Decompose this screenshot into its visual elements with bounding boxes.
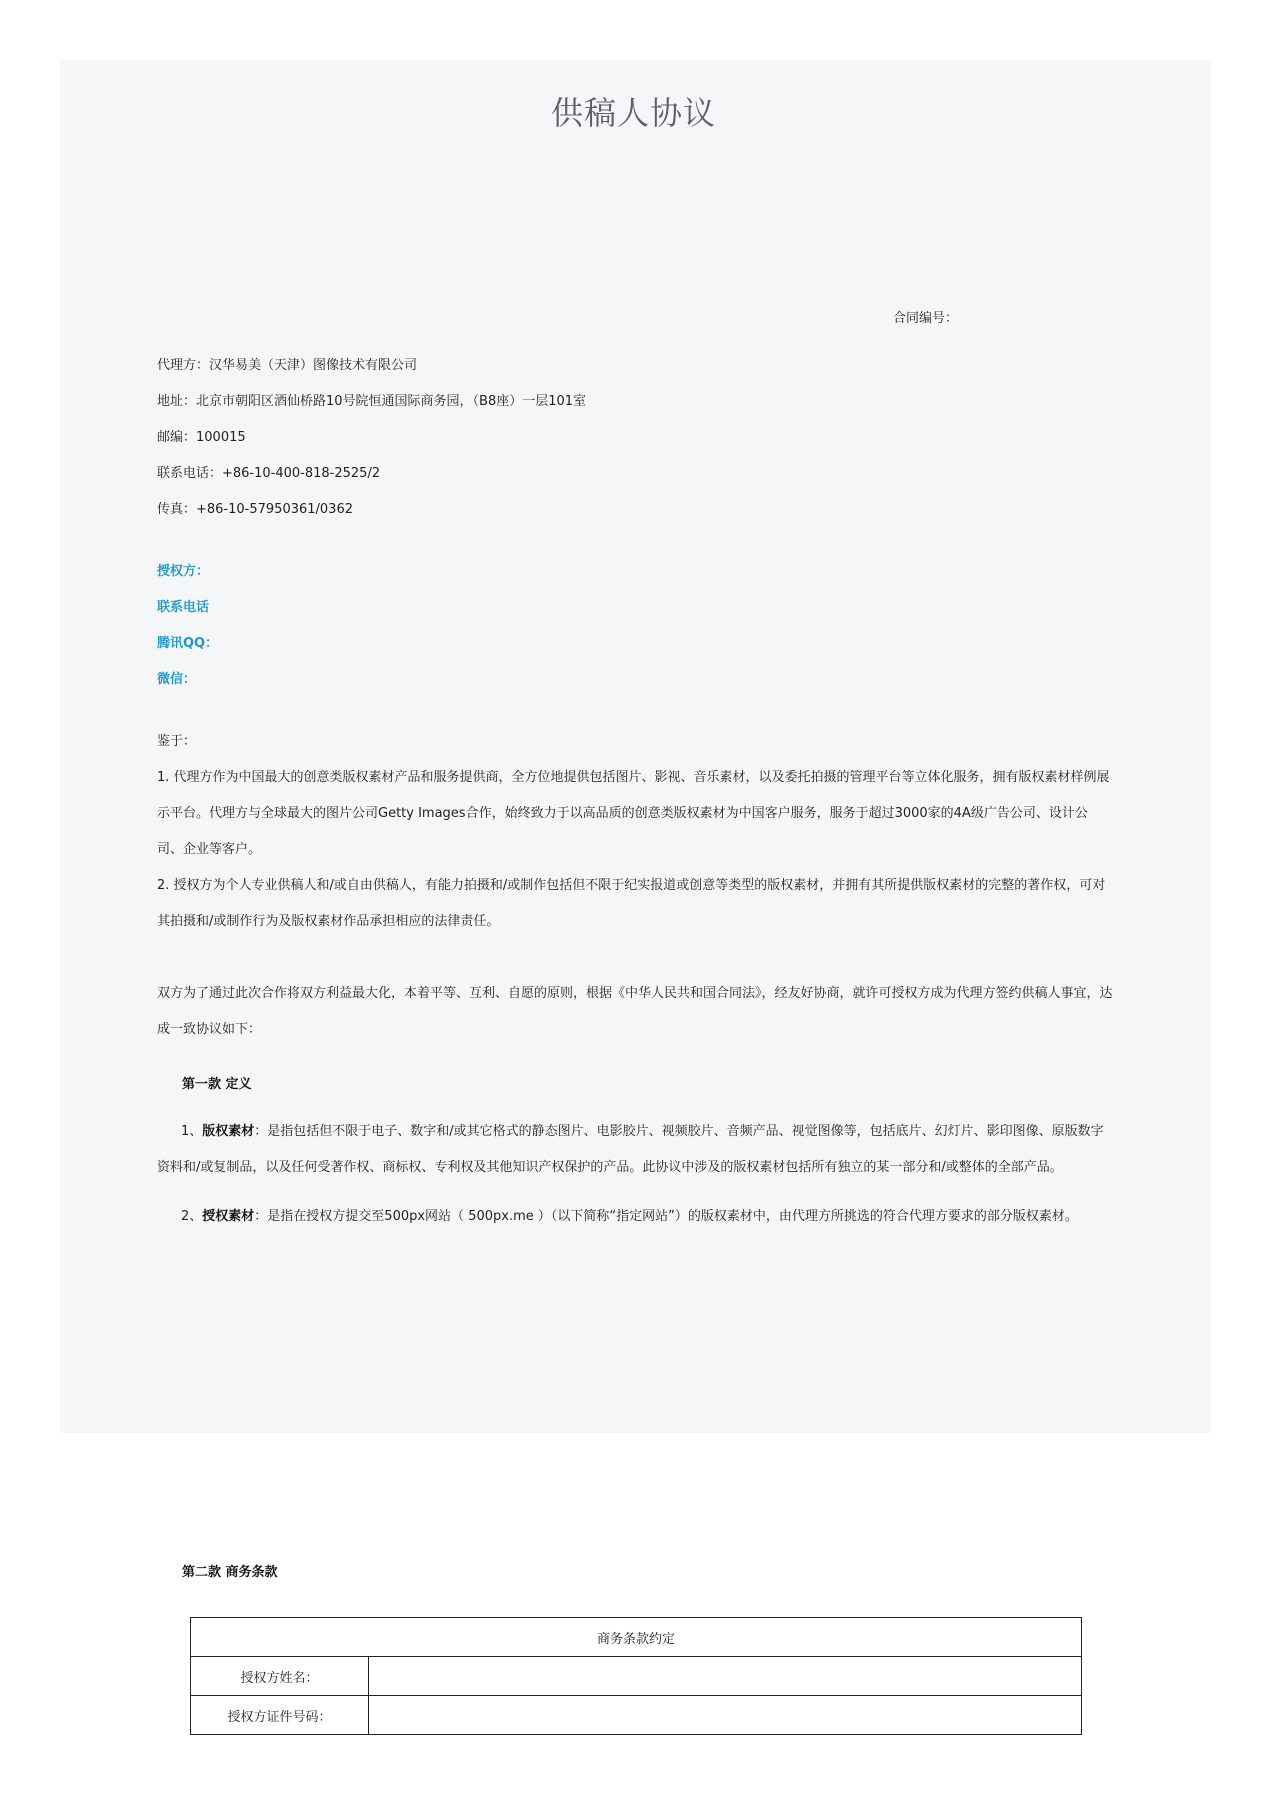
agent-phone: 联系电话：+86-10-400-818-2525/2 (157, 466, 381, 481)
definition-1-number: 1、 (181, 1124, 203, 1139)
licensor-name-cell-label: 授权方姓名： (191, 1657, 369, 1696)
definition-1-term: 版权素材 (202, 1124, 255, 1139)
table-row (191, 1696, 1082, 1735)
business-terms-table (190, 1617, 1082, 1735)
contract-number-label: 合同编号： (893, 311, 959, 326)
section-1-heading: 第一款 定义 (182, 1077, 252, 1092)
definition-2-number: 2、 (181, 1209, 203, 1224)
document-title: 供稿人协议 (550, 94, 716, 132)
agent-address: 地址：北京市朝阳区酒仙桥路10号院恒通国际商务园，（B8座）一层101室 (157, 394, 587, 409)
licensor-wechat-label: 微信： (157, 672, 197, 687)
table-title: 商务条款约定 (191, 1618, 1082, 1657)
licensor-id-cell-label: 授权方证件号码： (191, 1696, 369, 1735)
agent-postcode: 邮编：100015 (157, 430, 246, 445)
agent-fax: 传真：+86-10-57950361/0362 (157, 502, 353, 517)
whereas-item-2: 2. 授权方为个人专业供稿人和/或自由供稿人，有能力拍摄和/或制作包括但不限于纪实报道或创意等类型的版权素材，并拥有其所提供版权素材的完整的著作权，可对其拍摄和/或制作行为及版权素材作品承担相应的法律责任。 (157, 878, 1106, 929)
licensor-id-cell-value[interactable] (369, 1696, 1082, 1735)
definition-2 (157, 1199, 1113, 1235)
licensor-phone-label: 联系电话 (157, 600, 210, 615)
section-2-heading: 第二款 商务条款 (182, 1565, 278, 1580)
definition-2-term: 授权素材 (202, 1209, 255, 1224)
whereas-label: 鉴于： (157, 734, 197, 749)
table-row (191, 1657, 1082, 1696)
definition-1-text: ：是指包括但不限于电子、数字和/或其它格式的静态图片、电影胶片、视频胶片、音频产品、视觉图像等，包括底片、幻灯片、影印图像、原版数字资料和/或复制品，以及任何受著作权、商标权、专利权及其他知识产权保护的产品。此协议中涉及的版权素材包括所有独立的某一部分和/或整体的全部产品。 (157, 1124, 1104, 1175)
agent-name: 代理方：汉华易美（天津）图像技术有限公司 (157, 358, 418, 373)
whereas-item-1: 1. 代理方作为中国最大的创意类版权素材产品和服务提供商，全方位地提供包括图片、影视、音乐素材，以及委托拍摄的管理平台等立体化服务，拥有版权素材样例展示平台。代理方与全球最大的图片公司Getty Images合作，始终致力于以高品质的创意类版权素材为中国客户服务，服务于超过3000家的4A级广告公司、设计公司、企业等客户。 (157, 770, 1110, 857)
definition-1 (157, 1114, 1113, 1186)
licensor-name-cell-value[interactable] (369, 1657, 1082, 1696)
agreement-intro: 双方为了通过此次合作将双方利益最大化，本着平等、互利、自愿的原则，根据《中华人民共和国合同法》，经友好协商，就许可授权方成为代理方签约供稿人事宜，达成一致协议如下： (157, 986, 1113, 1037)
definition-2-text: ：是指在授权方提交至500px网站（ 500px.me ）（以下简称“指定网站”）的版权素材中，由代理方所挑选的符合代理方要求的部分版权素材。 (254, 1209, 1078, 1224)
licensor-name-label: 授权方： (157, 564, 210, 579)
table-title-row (191, 1618, 1082, 1657)
licensor-qq-label: 腾讯QQ： (157, 636, 219, 651)
